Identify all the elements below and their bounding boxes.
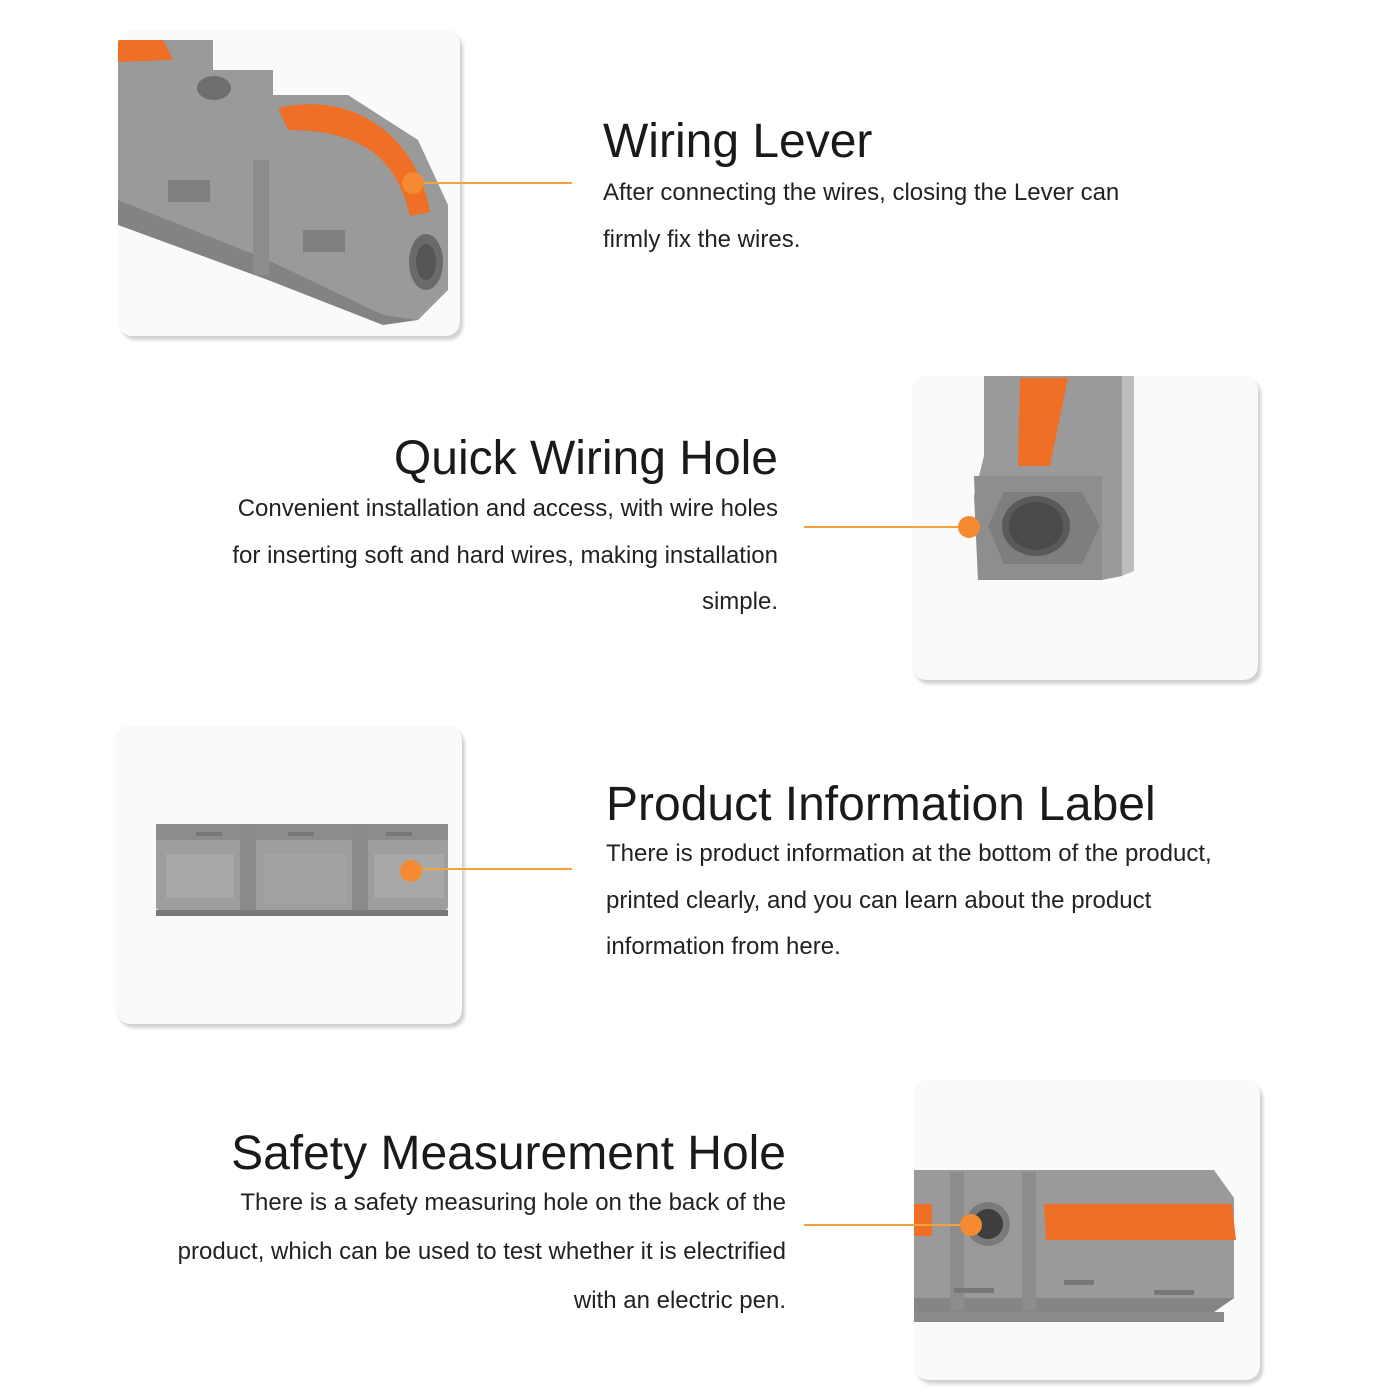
safety-measurement-hole-leader-line xyxy=(804,1224,970,1226)
wiring-lever-leader-line xyxy=(412,182,572,184)
wiring-lever-marker-dot xyxy=(402,172,424,194)
quick-wiring-hole-leader-line xyxy=(804,526,968,528)
product-information-label-marker-dot xyxy=(400,860,422,882)
product-information-label-description: There is product information at the bottom of the product, printed clearly, and you can learn about the product information from here. xyxy=(606,840,1212,960)
safety-measurement-hole-title: Safety Measurement Hole xyxy=(231,1127,786,1180)
product-information-label-title: Product Information Label xyxy=(606,778,1156,831)
wiring-lever-description: After connecting the wires, closing the Lever can firmly fix the wires. xyxy=(603,179,1120,253)
wiring-lever-title: Wiring Lever xyxy=(603,115,873,168)
product-information-label-leader-line xyxy=(410,868,572,870)
safety-measurement-hole-marker-dot xyxy=(960,1214,982,1236)
quick-wiring-hole-marker-dot xyxy=(958,516,980,538)
quick-wiring-hole-title: Quick Wiring Hole xyxy=(393,432,778,485)
safety-measurement-hole-description: There is a safety measuring hole on the back of the product, which can be used to test whether it is electrified with an electric pen. xyxy=(177,1189,786,1314)
quick-wiring-hole-description: Convenient installation and access, with wire holes for inserting soft and hard wires, making installation simple. xyxy=(232,495,778,615)
